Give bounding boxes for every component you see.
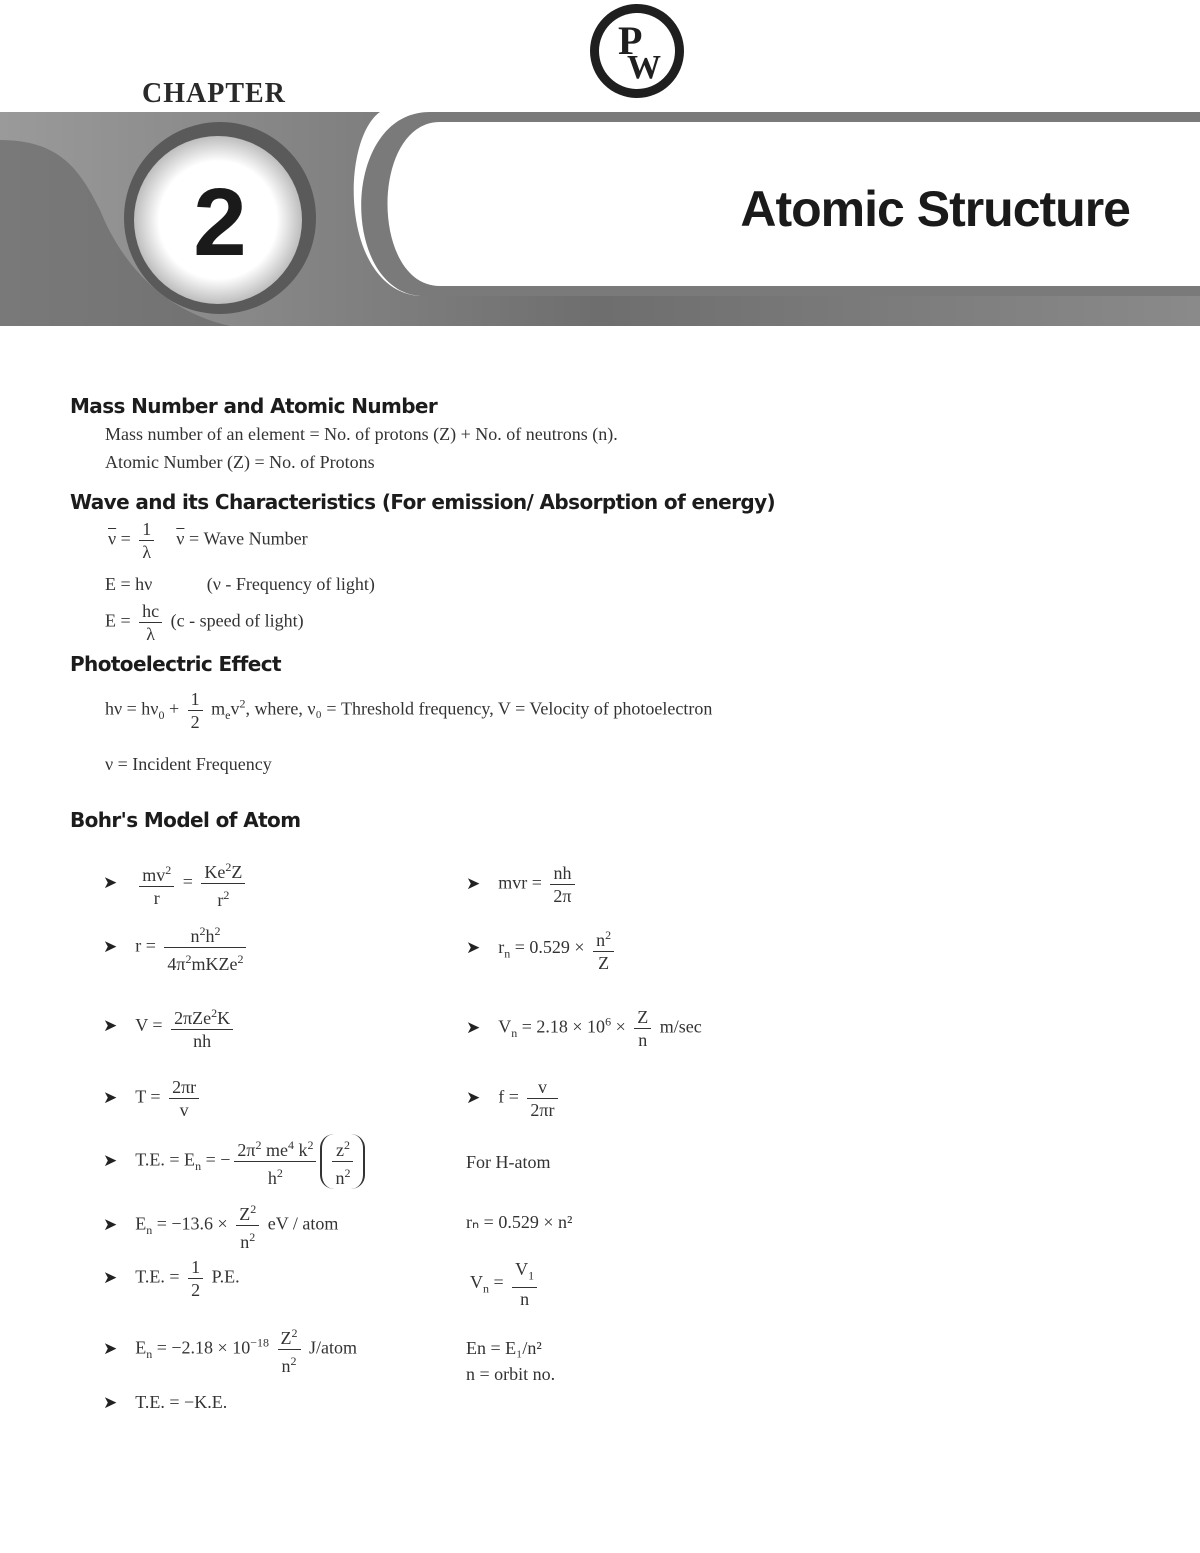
section-heading-mass: Mass Number and Atomic Number <box>70 394 438 418</box>
arrow-bullet-icon: ➤ <box>103 872 118 892</box>
arrow-bullet-icon: ➤ <box>103 1087 118 1107</box>
bohr-energy-joule: ➤ $E_n = -2.18 \times 10^{-18}$ $\frac{Z^2}{n^2}$ J/atom <box>103 1322 357 1377</box>
bohr-radius-value: ➤ $r_n = 0.529$ × $\frac{n^2}{Z}$ <box>466 924 618 974</box>
mass-number-def: Mass number of an element = No. of protons (Z) + No. of neutrons (n). <box>105 424 618 444</box>
bohr-te-ke-relation: ➤ T.E. = −K.E. <box>103 1392 228 1412</box>
arrow-bullet-icon: ➤ <box>103 1338 118 1358</box>
bohr-radius-formula: ➤ r = $\frac{n^2h^2}{4\pi^2mKZe^2}$ <box>103 920 250 975</box>
arrow-bullet-icon: ➤ <box>466 938 481 958</box>
bohr-force-balance: ➤ $\frac{mv^2}{r}$ = $\frac{Ke^2Z}{r^2}$ <box>103 856 249 911</box>
h-atom-velocity: $V_n$ = $\frac{V_1}{n}$ <box>470 1258 541 1310</box>
wave-number-desc: = Wave Number <box>188 528 308 549</box>
arrow-bullet-icon: ➤ <box>103 936 118 956</box>
section-heading-bohr: Bohr's Model of Atom <box>70 808 301 832</box>
bohr-total-energy: ➤ T.E. = $E_n$ = − $\frac{2\pi^2 me^4 k^2}{h^2}$ $\frac{z^2}{n^2}$ <box>103 1134 365 1189</box>
bohr-velocity-formula: ➤ V = $\frac{2\pi Ze^2K}{nh}$ <box>103 1002 237 1052</box>
unit-j-atom: J/atom <box>309 1337 357 1358</box>
unit-ev-atom: eV / atom <box>267 1213 339 1234</box>
chapter-label: CHAPTER <box>142 78 286 109</box>
arrow-bullet-icon: ➤ <box>103 1016 118 1036</box>
bohr-energy-ev: ➤ $E_n = -13.6$ × $\frac{Z^2}{n^2}$ eV / atom <box>103 1198 338 1253</box>
speed-desc: (c - speed of light) <box>170 610 304 631</box>
for-h-atom-label: For H-atom <box>466 1152 551 1172</box>
pw-logo <box>590 4 684 98</box>
photoelectric-equation: $h\nu = h\nu_0$ + $\frac{1}{2}$ $m_ev^2$, where, ν₀ = Threshold frequency, V = Velocity of photoelectron <box>105 689 713 732</box>
arrow-bullet-icon: ➤ <box>466 873 481 893</box>
arrow-bullet-icon: ➤ <box>466 1017 481 1037</box>
unit-m-per-sec: m/sec <box>659 1016 702 1037</box>
section-heading-wave: Wave and its Characteristics (For emission/ Absorption of energy) <box>70 490 776 514</box>
bohr-velocity-value: ➤ $V_n = 2.18 \times 10^6$ × $\frac{Z}{n}$ m/sec <box>466 1007 702 1050</box>
photoelectric-desc: , where, ν₀ = Threshold frequency, V = Velocity of photoelectron <box>245 698 713 719</box>
energy-freq-formula: E = hν (ν - Frequency of light) <box>105 574 375 594</box>
orbit-number-note: n = orbit no. <box>466 1364 556 1384</box>
logo-letter-w: W <box>627 49 661 86</box>
arrow-bullet-icon: ➤ <box>103 1393 118 1412</box>
arrow-bullet-icon: ➤ <box>103 1267 118 1287</box>
bohr-time-period: ➤ T = $\frac{2\pi r}{v}$ <box>103 1076 203 1121</box>
section-heading-photoelectric: Photoelectric Effect <box>70 652 281 676</box>
logo-letter-p: P <box>618 18 643 63</box>
arrow-bullet-icon: ➤ <box>466 1087 481 1107</box>
bohr-angular-momentum: ➤ mvr = $\frac{nh}{2\pi}$ <box>466 862 579 907</box>
bohr-te-pe-relation: ➤ T.E. = $\frac{1}{2}$ P.E. <box>103 1257 240 1300</box>
chapter-title: Atomic Structure <box>740 181 1130 237</box>
wave-number-formula: $\overline{\nu}$ = $\frac{1}{\lambda}$ $\overline{\nu}$ = Wave Number <box>108 519 308 562</box>
arrow-bullet-icon: ➤ <box>103 1214 118 1234</box>
h-atom-radius: rₙ = 0.529 × n² <box>466 1212 573 1232</box>
incident-frequency: ν = Incident Frequency <box>105 754 272 774</box>
bohr-frequency: ➤ f = $\frac{v}{2\pi r}$ <box>466 1076 562 1121</box>
energy-wavelength-formula: E = $\frac{hc}{\lambda}$ (c - speed of light) <box>105 601 304 644</box>
chapter-number: 2 <box>193 169 247 276</box>
freq-desc: (ν - Frequency of light) <box>206 574 375 594</box>
arrow-bullet-icon: ➤ <box>103 1150 118 1170</box>
atomic-number-def: Atomic Number (Z) = No. of Protons <box>105 452 375 472</box>
h-atom-energy-relation: En = E₁/n² <box>466 1338 542 1358</box>
